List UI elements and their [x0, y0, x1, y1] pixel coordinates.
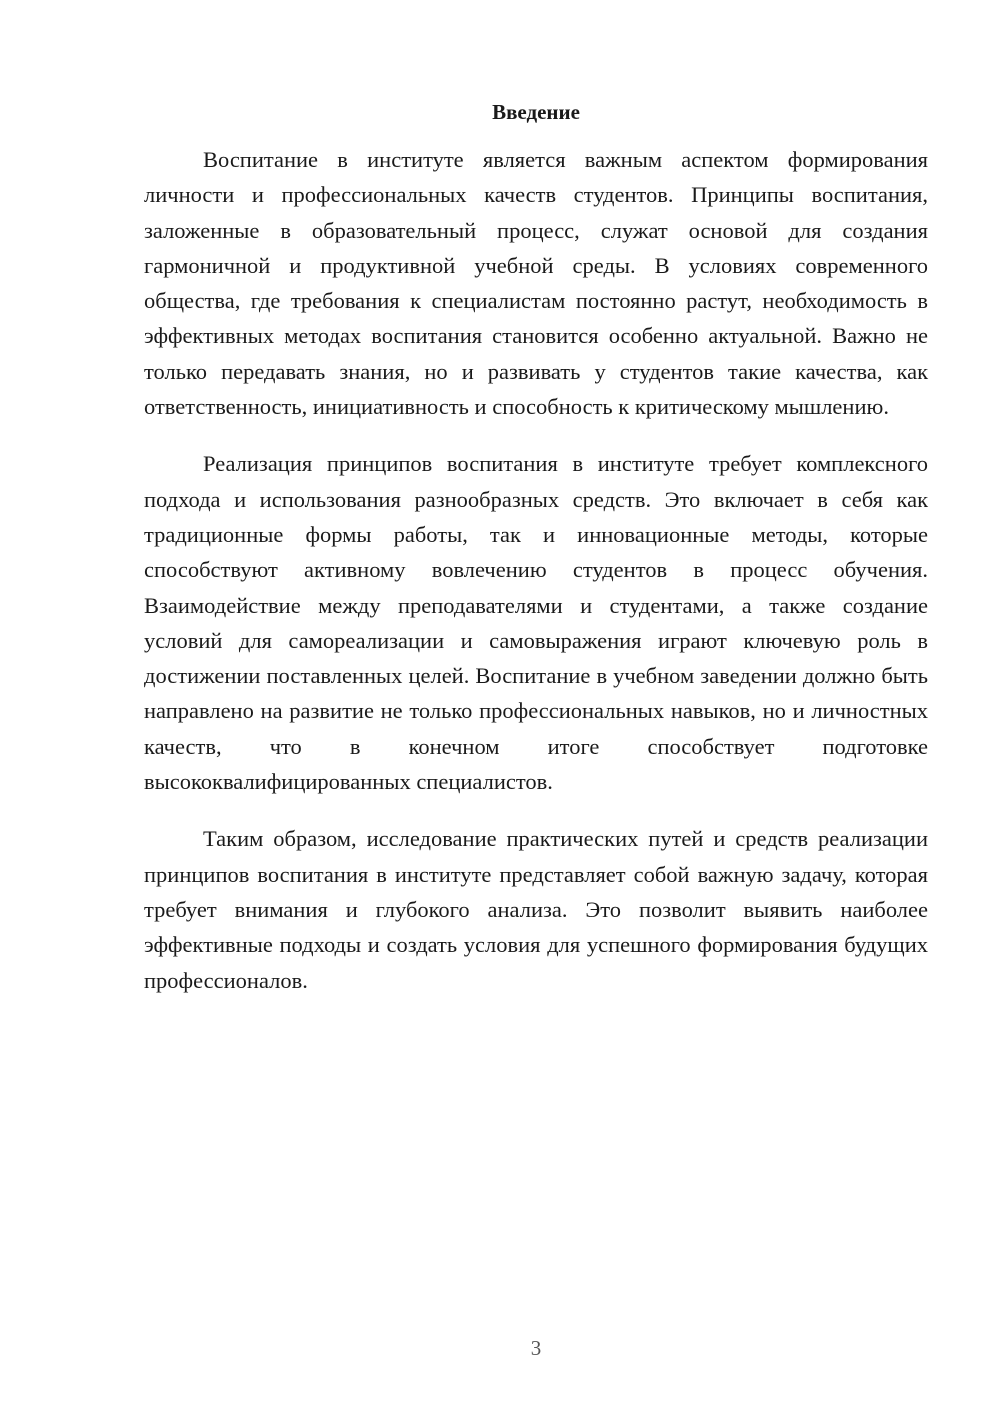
paragraph-1: Воспитание в институте является важным аспектом формирования личности и профессиональных качеств студентов. Принципы воспитания, заложенные в образовательный процесс, служат основой для создания гармоничной и продуктивной учебной среды. В условиях современного общества, где требования к специалистам постоянно растут, необходимость в эффективных методах воспитания становится особенно актуальной. Важно не только передавать знания, но и развивать у студентов такие качества, как ответственность, инициативность и способность к критическому мышлению. — [144, 147, 928, 420]
page-number: 3 — [530, 1336, 542, 1360]
section-heading: Введение — [492, 100, 580, 124]
paragraph-2: Реализация принципов воспитания в институте требует комплексного подхода и использования разнообразных средств. Это включает в себя как традиционные формы работы, так и инновационные методы, которые способствуют активному вовлечению студентов в процесс обучения. Взаимодействие между преподавателями и студентами, а также создание условий для самореализации и самовыражения играют ключевую роль в достижении поставленных целей. Воспитание в учебном заведении должно быть направлено на развитие не только профессиональных навыков, но и личностных качеств, что в конечном итоге способствует подготовке высококвалифицированных специалистов. — [144, 451, 928, 795]
paragraph-3: Таким образом, исследование практических путей и средств реализации принципов воспитания в институте представляет собой важную задачу, которая требует внимания и глубокого анализа. Это позволит выявить наиболее эффективные подходы и создать условия для успешного формирования будущих профессионалов. — [144, 826, 928, 993]
body-text — [144, 142, 928, 1020]
